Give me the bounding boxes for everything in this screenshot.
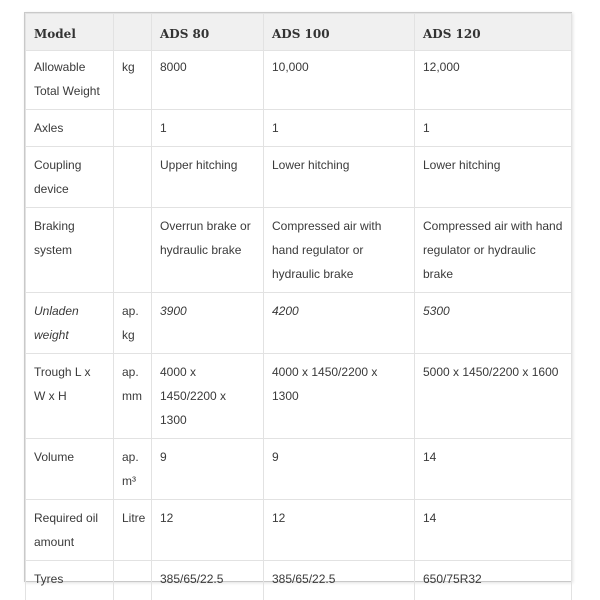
value-ads-80: 1 bbox=[152, 110, 264, 147]
value-ads-100: Compressed air with hand regulator or hydraulic brake bbox=[264, 208, 415, 293]
row-label: Unladen weight bbox=[26, 293, 114, 354]
row-label: Required oil amount bbox=[26, 500, 114, 561]
table-row bbox=[26, 208, 572, 293]
value-ads-80: 385/65/22.5 bbox=[152, 561, 264, 600]
value-ads-100: 9 bbox=[264, 439, 415, 500]
value-ads-80: 12 bbox=[152, 500, 264, 561]
table-row bbox=[26, 439, 572, 500]
value-ads-120: 12,000 bbox=[415, 51, 572, 110]
value-ads-120: 14 bbox=[415, 439, 572, 500]
row-label: Coupling device bbox=[26, 147, 114, 208]
value-ads-100: Lower hitching bbox=[264, 147, 415, 208]
spec-table-frame bbox=[24, 12, 572, 586]
value-ads-120: 14 bbox=[415, 500, 572, 561]
row-unit bbox=[114, 561, 152, 600]
value-ads-100: 1 bbox=[264, 110, 415, 147]
table-row bbox=[26, 110, 572, 147]
row-unit: kg bbox=[114, 51, 152, 110]
value-ads-100: 10,000 bbox=[264, 51, 415, 110]
header-ads-120: ADS 120 bbox=[415, 14, 572, 51]
row-label: Axles bbox=[26, 110, 114, 147]
row-label: Volume bbox=[26, 439, 114, 500]
spec-table bbox=[25, 13, 572, 600]
table-row bbox=[26, 561, 572, 600]
value-ads-100: 385/65/22.5 bbox=[264, 561, 415, 600]
table-row bbox=[26, 500, 572, 561]
table-row bbox=[26, 147, 572, 208]
header-ads-100: ADS 100 bbox=[264, 14, 415, 51]
header-row bbox=[26, 14, 572, 51]
value-ads-80: 3900 bbox=[152, 293, 264, 354]
row-label: Braking system bbox=[26, 208, 114, 293]
row-unit: Litre bbox=[114, 500, 152, 561]
value-ads-120: 5000 x 1450/2200 x 1600 bbox=[415, 354, 572, 439]
row-unit bbox=[114, 147, 152, 208]
value-ads-80: Overrun brake or hydraulic brake bbox=[152, 208, 264, 293]
row-label: Tyres bbox=[26, 561, 114, 600]
value-ads-100: 4000 x 1450/2200 x 1300 bbox=[264, 354, 415, 439]
header-ads-80: ADS 80 bbox=[152, 14, 264, 51]
row-unit bbox=[114, 208, 152, 293]
table-row bbox=[26, 354, 572, 439]
header-model: Model bbox=[26, 14, 114, 51]
row-unit: ap. mm bbox=[114, 354, 152, 439]
value-ads-80: 8000 bbox=[152, 51, 264, 110]
value-ads-120: 650/75R32 bbox=[415, 561, 572, 600]
header-unit bbox=[114, 14, 152, 51]
value-ads-80: 9 bbox=[152, 439, 264, 500]
value-ads-80: 4000 x 1450/2200 x 1300 bbox=[152, 354, 264, 439]
row-unit bbox=[114, 110, 152, 147]
value-ads-120: Compressed air with hand regulator or hydraulic brake bbox=[415, 208, 572, 293]
row-unit: ap. m³ bbox=[114, 439, 152, 500]
value-ads-120: 5300 bbox=[415, 293, 572, 354]
row-label: Allowable Total Weight bbox=[26, 51, 114, 110]
row-label: Trough L x W x H bbox=[26, 354, 114, 439]
value-ads-120: Lower hitching bbox=[415, 147, 572, 208]
value-ads-100: 4200 bbox=[264, 293, 415, 354]
value-ads-120: 1 bbox=[415, 110, 572, 147]
value-ads-100: 12 bbox=[264, 500, 415, 561]
table-row bbox=[26, 293, 572, 354]
value-ads-80: Upper hitching bbox=[152, 147, 264, 208]
table-row bbox=[26, 51, 572, 110]
row-unit: ap. kg bbox=[114, 293, 152, 354]
